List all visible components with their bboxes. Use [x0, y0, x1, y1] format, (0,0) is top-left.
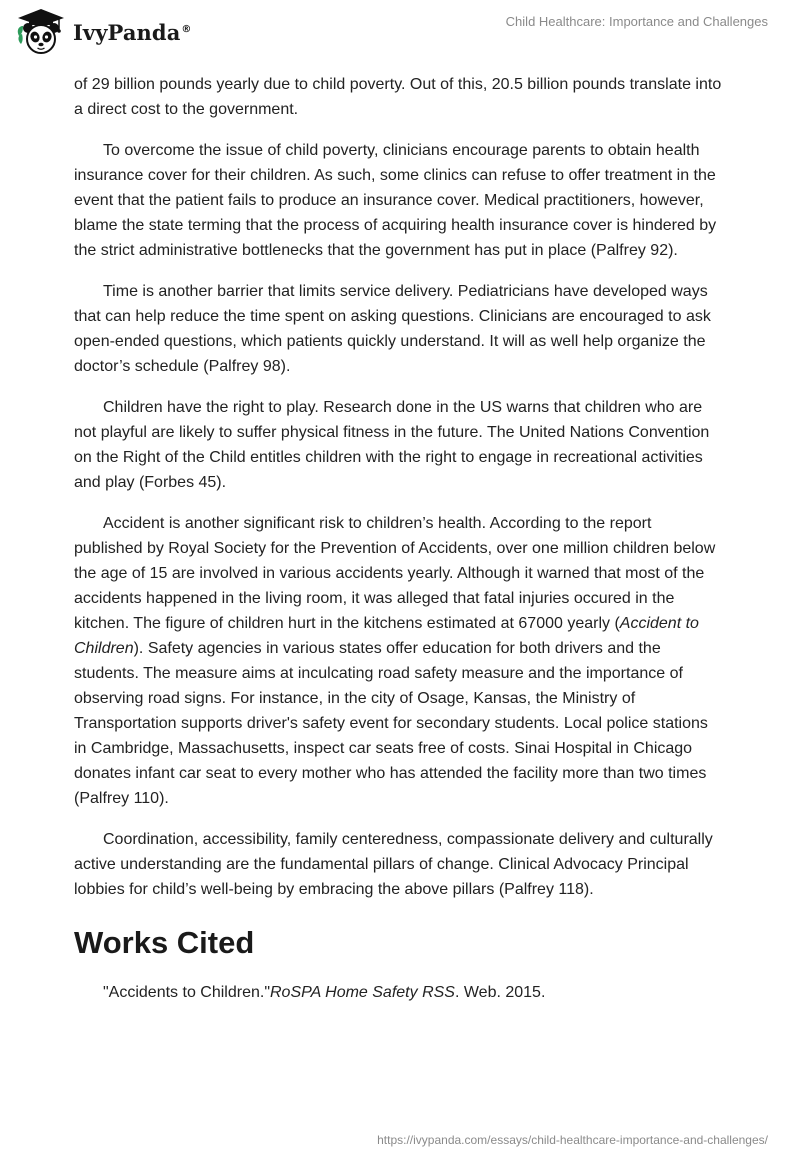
brand-name: IvyPanda® — [73, 19, 192, 45]
document-title: Child Healthcare: Importance and Challenges — [505, 14, 768, 29]
accidents-text-after: ). Safety agencies in various states offer education for both drivers and the students. The measure aims at inculcating road safety measure and the importance of observing road signs. For instance, in the city of Osage, Kansas, the Ministry of Transportation supports driver's safety event for secondary students. Local police stations in Cambridge, Massachusetts, inspect car seats free of costs. Sinai Hospital in Chicago donates infant car seat to every mother who has attended the facility more than two times (Palfrey 110). — [74, 640, 708, 807]
paragraph-time-barrier: Time is another barrier that limits service delivery. Pediatricians have developed ways that can help reduce the time spent on asking questions. Clinicians are encouraged to ask open-ended questions, which patients quickly understand. It will as well help organize the doctor’s schedule (Palfrey 98). — [74, 283, 711, 375]
paragraph-continuation: of 29 billion pounds yearly due to child poverty. Out of this, 20.5 billion pounds translate into a direct cost to the government. — [74, 76, 722, 118]
registered-mark: ® — [181, 23, 192, 35]
citation-title: "Accidents to Children." — [103, 984, 270, 1001]
citation-details: . Web. 2015. — [454, 984, 546, 1001]
citation-source: RoSPA Home Safety RSS — [270, 984, 455, 1001]
accidents-text-before: Accident is another significant risk to children’s health. According to the report published by Royal Society for the Prevention of Accidents, over one million children below the age of 15 are involved in various accidents yearly. Although it warned that most of the accidents happened in the living room, it was alleged that fatal injuries occured in the kitchen. The figure of children hurt in the kitchens estimated at 67000 yearly ( — [74, 515, 716, 632]
source-url-link[interactable]: https://ivypanda.com/essays/child-healthcare-importance-and-challenges/ — [377, 1133, 768, 1147]
panda-graduate-logo-icon — [15, 6, 67, 58]
paragraph-right-to-play: Children have the right to play. Research done in the US warns that children who are not playful are likely to suffer physical fitness in the future. The United Nations Convention on the Right of the Child entitles children with the right to engage in recreational activities and play (Forbes 45). — [74, 399, 710, 491]
paragraph-pillars-of-change: Coordination, accessibility, family centeredness, compassionate delivery and culturally active understanding are the fundamental pillars of change. Clinical Advocacy Principal lobbies for child’s well-being by embracing the above pillars (Palfrey 118). — [74, 831, 713, 898]
ivypanda-logo-link[interactable] — [15, 6, 192, 58]
paragraph-accidents — [74, 511, 724, 811]
citation-entry — [74, 980, 724, 1005]
works-cited-heading: Works Cited — [74, 925, 255, 960]
accidents-source-title: Accident to Children — [74, 615, 699, 657]
paragraph-health-insurance: To overcome the issue of child poverty, clinicians encourage parents to obtain health insurance cover for their children. As such, some clinics can refuse to offer treatment in the event that the patient fails to produce an insurance cover. Medical practitioners, however, blame the state terming that the process of acquiring health insurance cover is hindered by the strict administrative bottlenecks that the government has put in place (Palfrey 92). — [74, 142, 717, 259]
essay-body — [74, 72, 724, 1005]
page-header — [0, 0, 800, 62]
